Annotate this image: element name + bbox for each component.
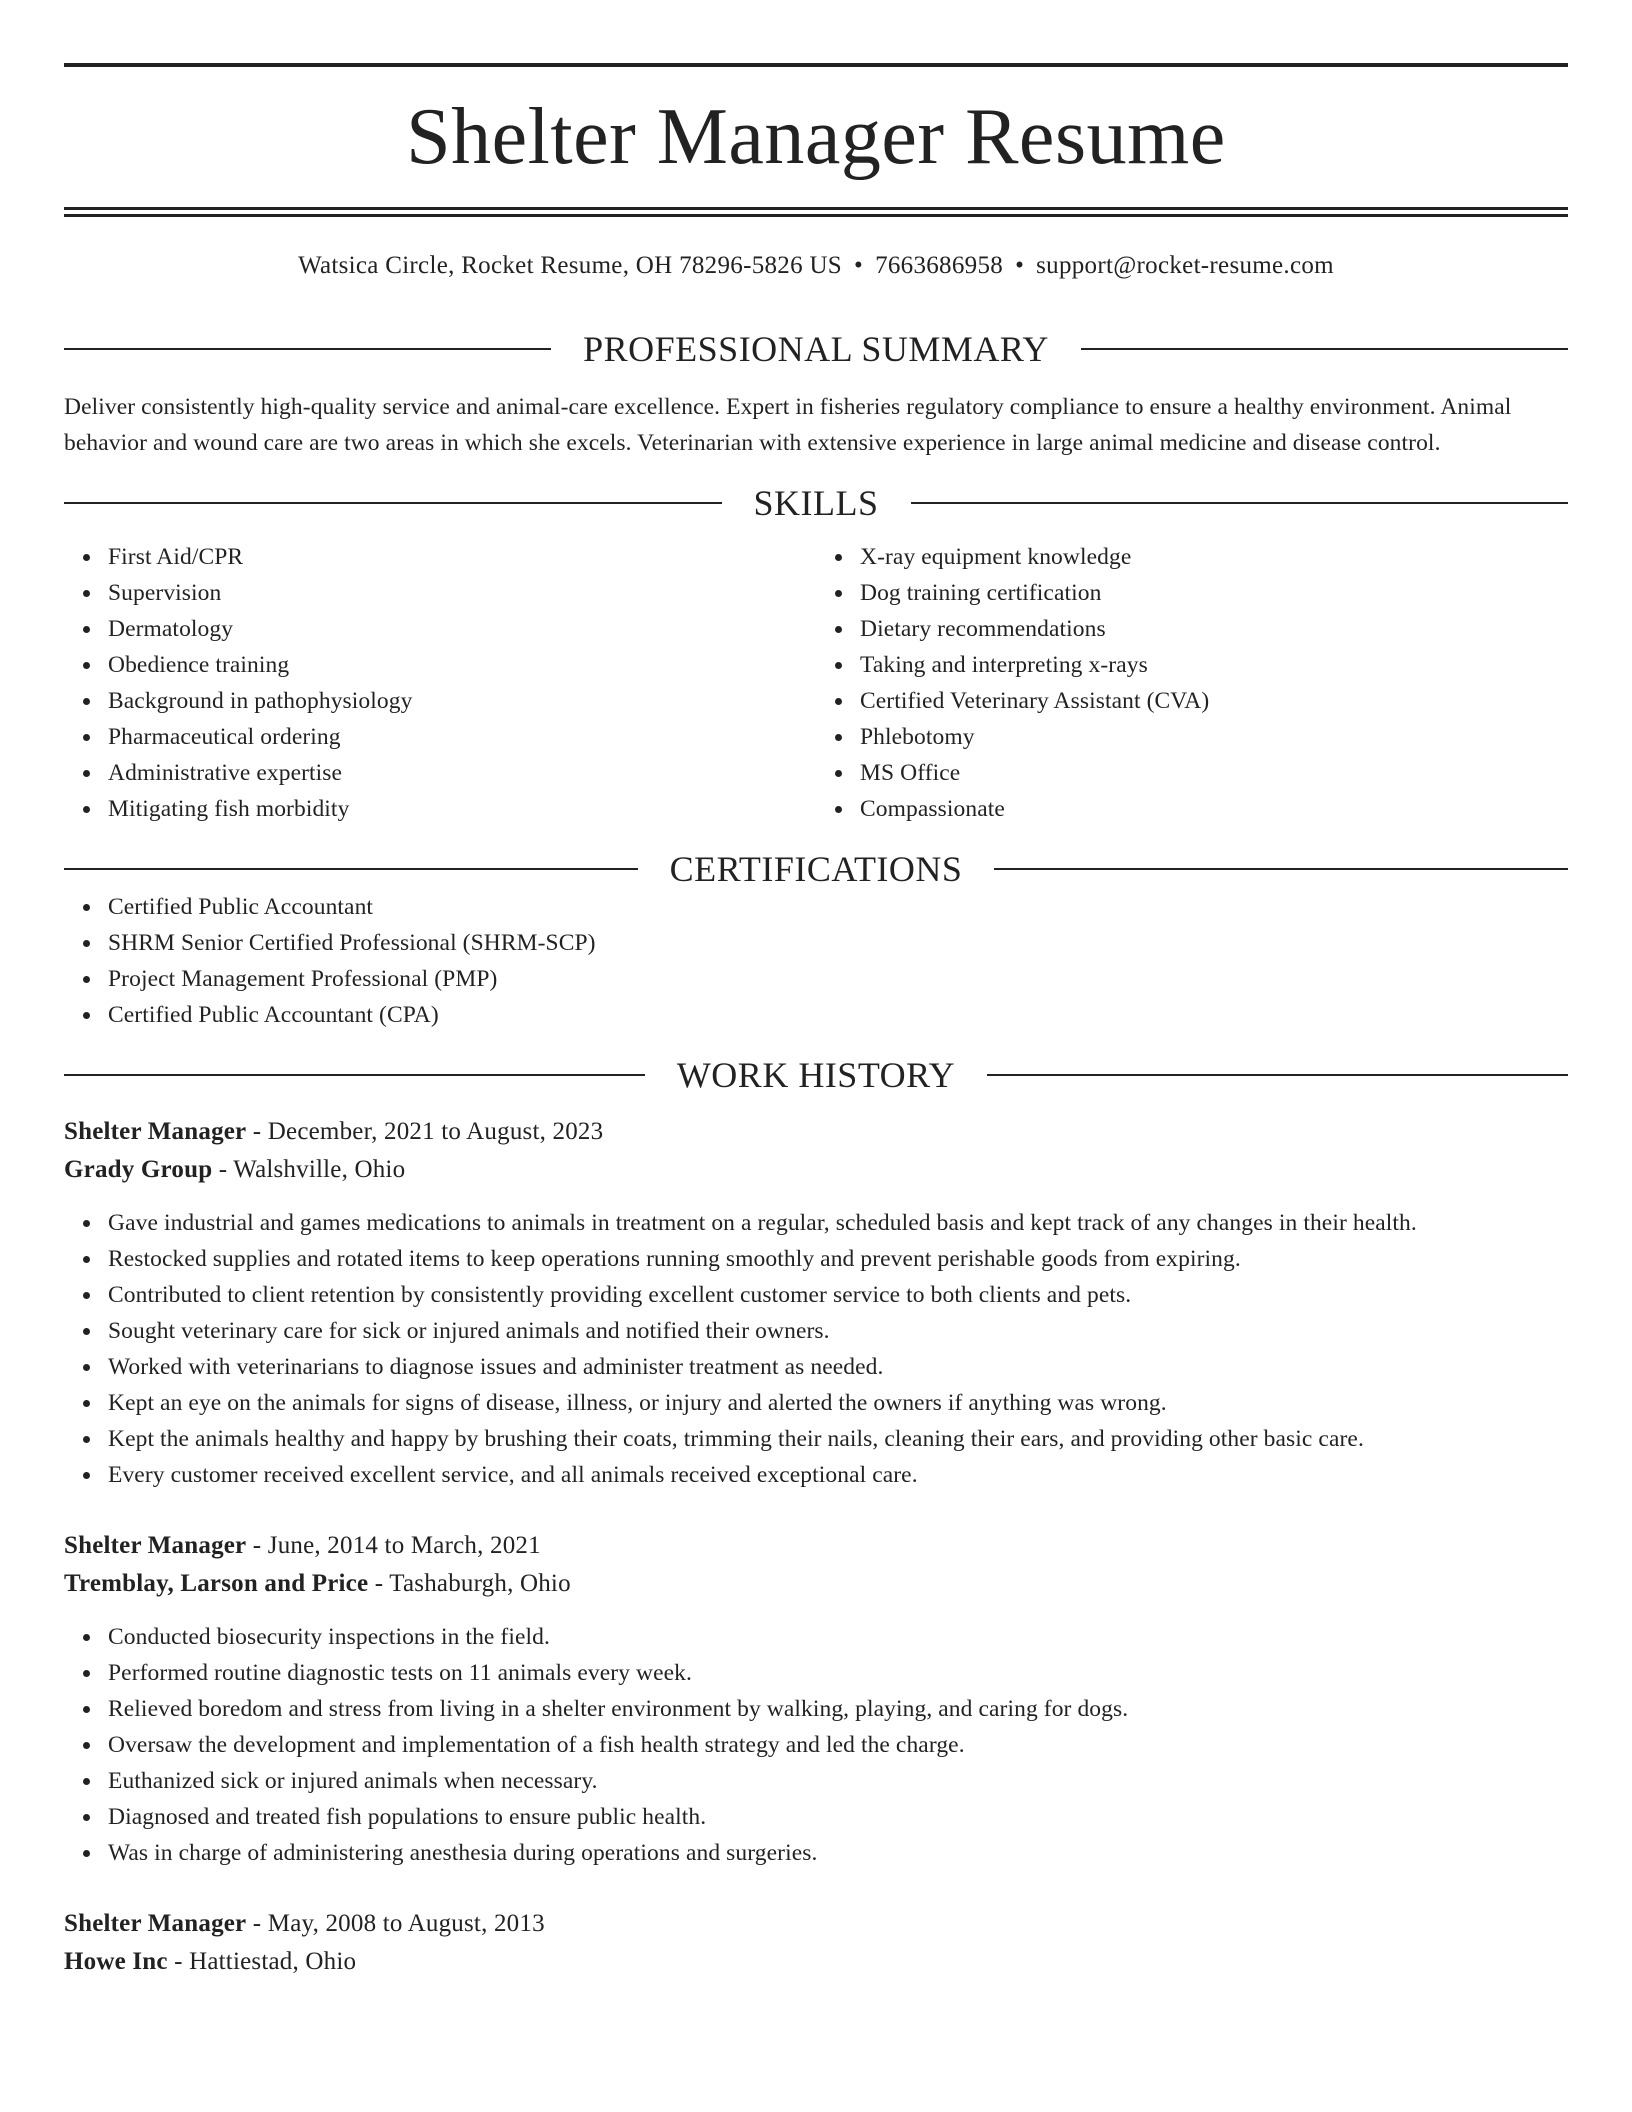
skill-item: Background in pathophysiology [108,683,816,719]
skill-item: Mitigating fish morbidity [108,791,816,827]
job-duty: Worked with veterinarians to diagnose issues and administer treatment as needed. [108,1349,1568,1385]
job-location: - Hattiestad, Ohio [167,1948,357,1975]
job-duty: Gave industrial and games medications to animals in treatment on a regular, scheduled basis and kept track of any changes in their health. [108,1205,1568,1241]
job-duty: Was in charge of administering anesthesia during operations and surgeries. [108,1835,1568,1871]
certification-item: SHRM Senior Certified Professional (SHRM-SCP) [108,925,1568,961]
skill-item: Pharmaceutical ordering [108,719,816,755]
job-title-line [64,1527,1568,1565]
skill-item: Phlebotomy [860,719,1568,755]
section-heading-skills [64,483,1568,523]
section-title-skills: SKILLS [753,483,879,523]
contact-line [64,251,1568,281]
certifications-list [64,889,1568,1033]
job-duty: Conducted biosecurity inspections in the field. [108,1619,1568,1655]
job-duty: Euthanized sick or injured animals when necessary. [108,1763,1568,1799]
section-heading-summary [64,329,1568,369]
skills-grid [64,539,1568,827]
section-heading-work-history [64,1055,1568,1095]
job-location: - Tashaburgh, Ohio [368,1570,571,1597]
job-company: Grady Group [64,1156,213,1183]
job-duty: Contributed to client retention by consistently providing excellent customer service to both clients and pets. [108,1277,1568,1313]
job-entry [64,1527,1568,1871]
section-heading-certifications [64,849,1568,889]
contact-separator: • [1015,252,1025,279]
job-company-line [64,1151,1568,1189]
heading-rule-left [64,1074,645,1076]
skill-item: Compassionate [860,791,1568,827]
section-title-work-history: WORK HISTORY [676,1055,956,1095]
skill-item: MS Office [860,755,1568,791]
job-duties-list [64,1205,1568,1493]
job-location: - Walshville, Ohio [212,1156,406,1183]
contact-address: Watsica Circle, Rocket Resume, OH 78296-5826 US [298,252,842,279]
skill-item: Dermatology [108,611,816,647]
header-top-rule [64,63,1568,67]
skill-item: Obedience training [108,647,816,683]
resume-title: Shelter Manager Resume [406,93,1226,181]
contact-email: support@rocket-resume.com [1036,252,1334,279]
section-title-summary: PROFESSIONAL SUMMARY [583,329,1049,369]
contact-phone: 7663686958 [875,252,1004,279]
job-duty: Performed routine diagnostic tests on 11 animals every week. [108,1655,1568,1691]
skill-item: Administrative expertise [108,755,816,791]
job-duties-list [64,1619,1568,1871]
header-double-rule [64,207,1568,217]
job-company-line [64,1565,1568,1603]
skill-item: Supervision [108,575,816,611]
job-duty: Every customer received excellent service, and all animals received exceptional care. [108,1457,1568,1493]
skill-item: First Aid/CPR [108,539,816,575]
heading-rule-left [64,868,638,870]
job-title: Shelter Manager [64,1532,247,1559]
skill-item: Dog training certification [860,575,1568,611]
job-company: Tremblay, Larson and Price [64,1570,369,1597]
heading-rule-left [64,348,551,350]
job-duty: Restocked supplies and rotated items to keep operations running smoothly and prevent perishable goods from expiring. [108,1241,1568,1277]
job-duty: Sought veterinary care for sick or injured animals and notified their owners. [108,1313,1568,1349]
heading-rule-left [64,502,722,504]
job-title-line [64,1905,1568,1943]
heading-rule-right [987,1074,1568,1076]
job-duty: Kept an eye on the animals for signs of disease, illness, or injury and alerted the owners if anything was wrong. [108,1385,1568,1421]
skill-item: Taking and interpreting x-rays [860,647,1568,683]
skill-item: Certified Veterinary Assistant (CVA) [860,683,1568,719]
heading-rule-right [1081,348,1568,350]
skill-item: X-ray equipment knowledge [860,539,1568,575]
section-title-certifications: CERTIFICATIONS [669,849,963,889]
job-title: Shelter Manager [64,1910,247,1937]
summary-text: Deliver consistently high-quality service and animal-care excellence. Expert in fisheries regulatory compliance to ensure a healthy environment. Animal behavior and wound care are two areas in which she excels. Veterinarian with extensive experience in large animal medicine and disease control. [64,394,1512,456]
resume-page [64,0,1568,1981]
job-entry [64,1905,1568,1981]
certification-item: Project Management Professional (PMP) [108,961,1568,997]
heading-rule-right [994,868,1568,870]
certification-item: Certified Public Accountant (CPA) [108,997,1568,1033]
job-duty: Oversaw the development and implementation of a fish health strategy and led the charge. [108,1727,1568,1763]
job-dates: - June, 2014 to March, 2021 [246,1532,541,1559]
job-duty: Kept the animals healthy and happy by brushing their coats, trimming their nails, cleaning their ears, and providing other basic care. [108,1421,1568,1457]
job-entry [64,1113,1568,1493]
job-company-line [64,1943,1568,1981]
heading-rule-right [911,502,1569,504]
job-title: Shelter Manager [64,1118,247,1145]
skill-item: Dietary recommendations [860,611,1568,647]
contact-separator: • [854,252,864,279]
job-company: Howe Inc [64,1948,168,1975]
certification-item: Certified Public Accountant [108,889,1568,925]
skills-list-right [816,539,1568,827]
job-title-line [64,1113,1568,1151]
skills-list-left [64,539,816,827]
job-dates: - December, 2021 to August, 2023 [246,1118,604,1145]
job-duty: Diagnosed and treated fish populations to ensure public health. [108,1799,1568,1835]
job-duty: Relieved boredom and stress from living in a shelter environment by walking, playing, and caring for dogs. [108,1691,1568,1727]
job-dates: - May, 2008 to August, 2013 [246,1910,545,1937]
